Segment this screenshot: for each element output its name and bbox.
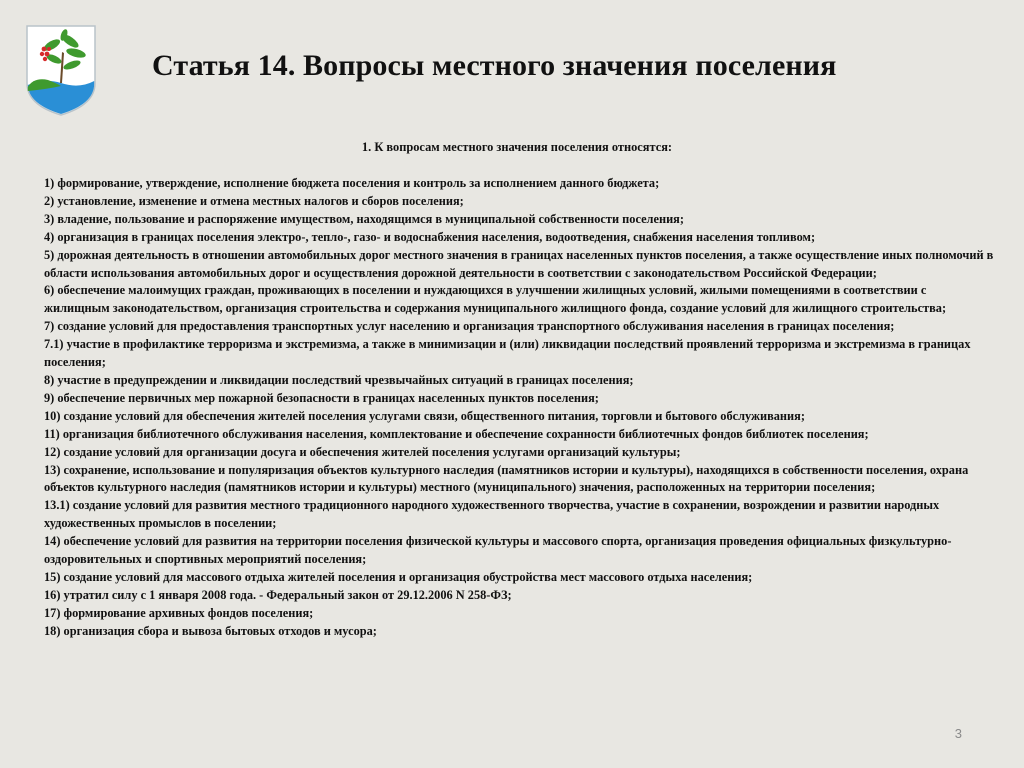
list-item: 1) формирование, утверждение, исполнение бюджета поселения и контроль за исполнением данного бюджета;: [44, 176, 660, 190]
list-item: 8) участие в предупреждении и ликвидации последствий чрезвычайных ситуаций в границах поселения;: [44, 372, 634, 387]
list-item: 3) владение, пользование и распоряжение имуществом, находящимся в муниципальной собственности поселения;: [44, 211, 684, 226]
list-item: 11) организация библиотечного обслуживания населения, комплектование и обеспечение сохранности библиотечных фондов библиотек поселения;: [44, 426, 869, 441]
list-item: 9) обеспечение первичных мер пожарной безопасности в границах населенных пунктов поселения;: [44, 390, 599, 405]
list-item: 7) создание условий для предоставления транспортных услуг населению и организация транспортного обслуживания населения в границах поселения;: [44, 319, 895, 334]
list-item: 17) формирование архивных фондов поселения;: [44, 605, 314, 620]
list-item: 2) установление, изменение и отмена местных налогов и сборов поселения;: [44, 193, 464, 208]
coat-of-arms-icon: [24, 23, 98, 118]
list-item: 18) организация сбора и вывоза бытовых отходов и мусора;: [44, 623, 377, 638]
slide-title: Статья 14. Вопросы местного значения поселения: [152, 49, 837, 82]
section-heading: 1. К вопросам местного значения поселения относятся:: [361, 140, 673, 154]
list-item: 4) организация в границах поселения электро-, тепло-, газо- и водоснабжения населения, водоотведения, снабжения населения топливом;: [44, 229, 816, 244]
list-item: 13.1) создание условий для развития местного традиционного народного художественного творчества, участие в сохранении, возрождении и развитии народных художественных промыслов в поселении;: [44, 498, 940, 531]
list-item: 6) обеспечение малоимущих граждан, проживающих в поселении и нуждающихся в улучшении жилищных условий, жилыми помещениями в соответствии с жилищным законодательством, организация строительства и содержания муниципального жилищного фонда, создание условий для жилищного строительства;: [44, 283, 947, 316]
list-item: 15) создание условий для массового отдыха жителей поселения и организация обустройства мест массового отдыха населения;: [44, 569, 753, 584]
list-item: 12) создание условий для организации досуга и обеспечения жителей поселения услугами организаций культуры;: [44, 444, 681, 459]
list-item: 16) утратил силу с 1 января 2008 года. - Федеральный закон от 29.12.2006 N 258-ФЗ;: [44, 587, 512, 602]
list-item: 13) сохранение, использование и популяризация объектов культурного наследия (памятников истории и культуры), находящихся в собственности поселения, охрана объектов культурного наследия (памятников истории и культуры) местного (муниципального) значения, расположенных на территории поселения;: [44, 462, 969, 495]
list-item: 5) дорожная деятельность в отношении автомобильных дорог местного значения в границах населенных пунктов поселения, а также осуществление иных полномочий в области использования автомобильных дорог и осуществления дорожной деятельности в соответствии с законодательством Российской Федерации;: [44, 247, 994, 280]
list-item: 10) создание условий для обеспечения жителей поселения услугами связи, общественного питания, торговли и бытового обслуживания;: [44, 408, 805, 423]
list-item: 7.1) участие в профилактике терроризма и экстремизма, а также в минимизации и (или) ликвидации последствий проявлений терроризма и экстремизма в границах поселения;: [44, 337, 971, 370]
issues-list: [44, 175, 994, 641]
list-item: 14) обеспечение условий для развития на территории поселения физической культуры и массового спорта, организация проведения официальных физкультурно-оздоровительных и спортивных мероприятий поселения;: [44, 534, 952, 567]
page-number: 3: [954, 726, 962, 741]
